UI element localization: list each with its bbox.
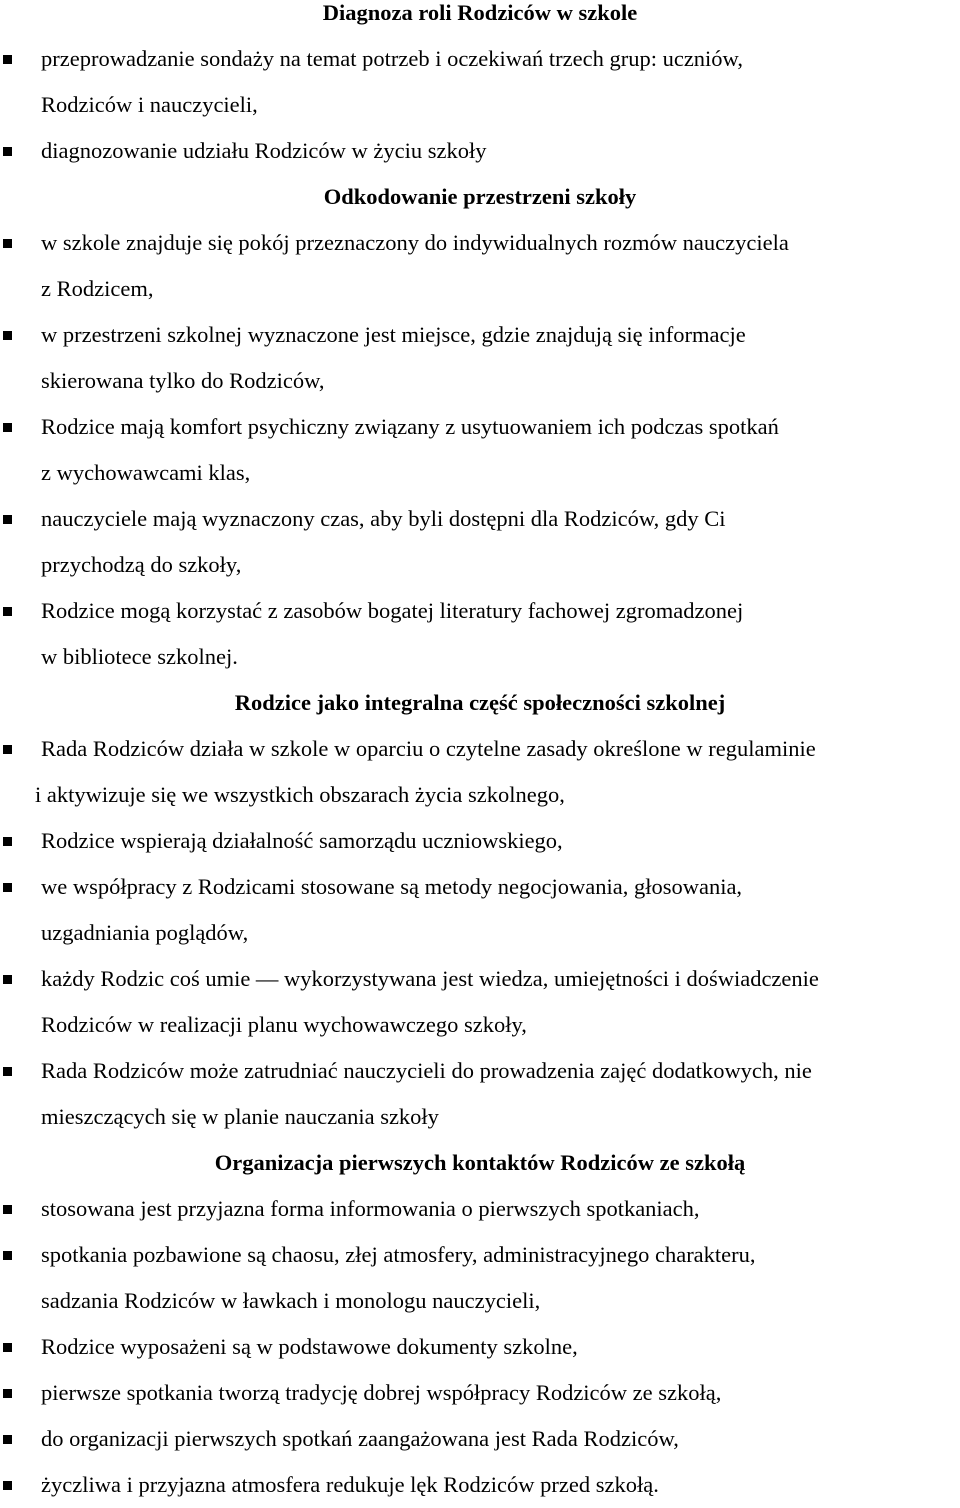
item-text: uzgadniania poglądów, bbox=[41, 920, 249, 945]
bullet-item bbox=[0, 220, 960, 266]
item-text: spotkania pozbawione są chaosu, złej atmosfery, administracyjnego charakteru, bbox=[41, 1242, 756, 1267]
item-text: Rodzice mają komfort psychiczny związany z usytuowaniem ich podczas spotkań bbox=[41, 414, 779, 439]
bullet-item-continuation bbox=[0, 542, 960, 588]
square-bullet-icon bbox=[3, 55, 12, 64]
square-bullet-icon bbox=[3, 1251, 12, 1260]
item-text: każdy Rodzic coś umie ― wykorzystywana jest wiedza, umiejętności i doświadczenie bbox=[41, 966, 819, 991]
item-text: Rodziców w realizacji planu wychowawczego szkoły, bbox=[41, 1012, 527, 1037]
item-text: diagnozowanie udziału Rodziców w życiu szkoły bbox=[41, 138, 487, 163]
square-bullet-icon bbox=[3, 1343, 12, 1352]
bullet-item bbox=[0, 312, 960, 358]
bullet-item bbox=[0, 864, 960, 910]
bullet-item bbox=[0, 128, 960, 174]
section-heading: Organizacja pierwszych kontaktów Rodziców ze szkołą bbox=[214, 1150, 746, 1175]
square-bullet-icon bbox=[3, 837, 12, 846]
square-bullet-icon bbox=[3, 423, 12, 432]
item-text: i aktywizuje się we wszystkich obszarach życia szkolnego, bbox=[35, 782, 565, 807]
square-bullet-icon bbox=[3, 331, 12, 340]
bullet-item-continuation bbox=[0, 358, 960, 404]
square-bullet-icon bbox=[3, 239, 12, 248]
section-heading: Rodzice jako integralna część społeczności szkolnej bbox=[234, 690, 726, 715]
bullet-item bbox=[0, 36, 960, 82]
square-bullet-icon bbox=[3, 1389, 12, 1398]
item-text: w bibliotece szkolnej. bbox=[41, 644, 238, 669]
square-bullet-icon bbox=[3, 745, 12, 754]
square-bullet-icon bbox=[3, 975, 12, 984]
bullet-item bbox=[0, 818, 960, 864]
square-bullet-icon bbox=[3, 1481, 12, 1490]
bullet-item-continuation bbox=[0, 772, 960, 818]
item-text: w przestrzeni szkolnej wyznaczone jest miejsce, gdzie znajdują się informacje bbox=[41, 322, 746, 347]
item-text: Rada Rodziców może zatrudniać nauczycieli do prowadzenia zajęć dodatkowych, nie bbox=[41, 1058, 812, 1083]
bullet-item-continuation bbox=[0, 634, 960, 680]
item-text: przychodzą do szkoły, bbox=[41, 552, 242, 577]
square-bullet-icon bbox=[3, 607, 12, 616]
item-text: Rada Rodziców działa w szkole w oparciu o czytelne zasady określone w regulaminie bbox=[41, 736, 816, 761]
section-heading: Odkodowanie przestrzeni szkoły bbox=[323, 184, 637, 209]
bullet-item-continuation bbox=[0, 450, 960, 496]
item-text: do organizacji pierwszych spotkań zaangażowana jest Rada Rodziców, bbox=[41, 1426, 679, 1451]
square-bullet-icon bbox=[3, 1205, 12, 1214]
item-text: Rodziców i nauczycieli, bbox=[41, 92, 258, 117]
bullet-item bbox=[0, 1462, 960, 1508]
item-text: Rodzice mogą korzystać z zasobów bogatej literatury fachowej zgromadzonej bbox=[41, 598, 744, 623]
item-text: przeprowadzanie sondaży na temat potrzeb i oczekiwań trzech grup: uczniów, bbox=[41, 46, 743, 71]
square-bullet-icon bbox=[3, 1435, 12, 1444]
square-bullet-icon bbox=[3, 515, 12, 524]
item-text: mieszczących się w planie nauczania szkoły bbox=[41, 1104, 439, 1129]
bullet-item bbox=[0, 1048, 960, 1094]
bullet-item bbox=[0, 588, 960, 634]
item-text: w szkole znajduje się pokój przeznaczony do indywidualnych rozmów nauczyciela bbox=[41, 230, 789, 255]
bullet-item bbox=[0, 404, 960, 450]
bullet-item-continuation bbox=[0, 910, 960, 956]
square-bullet-icon bbox=[3, 883, 12, 892]
bullet-item bbox=[0, 1186, 960, 1232]
bullet-item-continuation bbox=[0, 1278, 960, 1324]
bullet-item bbox=[0, 1324, 960, 1370]
item-text: życzliwa i przyjazna atmosfera redukuje lęk Rodziców przed szkołą. bbox=[41, 1472, 659, 1497]
bullet-item bbox=[0, 1416, 960, 1462]
item-text: we współpracy z Rodzicami stosowane są metody negocjowania, głosowania, bbox=[41, 874, 743, 899]
item-text: sadzania Rodziców w ławkach i monologu nauczycieli, bbox=[41, 1288, 541, 1313]
bullet-item-continuation bbox=[0, 266, 960, 312]
bullet-item-continuation bbox=[0, 1094, 960, 1140]
item-text: Rodzice wyposażeni są w podstawowe dokumenty szkolne, bbox=[41, 1334, 578, 1359]
item-text: skierowana tylko do Rodziców, bbox=[41, 368, 325, 393]
item-text: z Rodzicem, bbox=[41, 276, 154, 301]
square-bullet-icon bbox=[3, 1067, 12, 1076]
item-text: stosowana jest przyjazna forma informowania o pierwszych spotkaniach, bbox=[41, 1196, 700, 1221]
item-text: z wychowawcami klas, bbox=[41, 460, 251, 485]
bullet-item bbox=[0, 1232, 960, 1278]
square-bullet-icon bbox=[3, 147, 12, 156]
bullet-item-continuation bbox=[0, 82, 960, 128]
bullet-item bbox=[0, 956, 960, 1002]
section-heading: Diagnoza roli Rodziców w szkole bbox=[322, 0, 638, 25]
item-text: nauczyciele mają wyznaczony czas, aby byli dostępni dla Rodziców, gdy Ci bbox=[41, 506, 726, 531]
bullet-item bbox=[0, 496, 960, 542]
bullet-item bbox=[0, 726, 960, 772]
bullet-item-continuation bbox=[0, 1002, 960, 1048]
item-text: pierwsze spotkania tworzą tradycję dobrej współpracy Rodziców ze szkołą, bbox=[41, 1380, 722, 1405]
item-text: Rodzice wspierają działalność samorządu uczniowskiego, bbox=[41, 828, 563, 853]
bullet-item bbox=[0, 1370, 960, 1416]
